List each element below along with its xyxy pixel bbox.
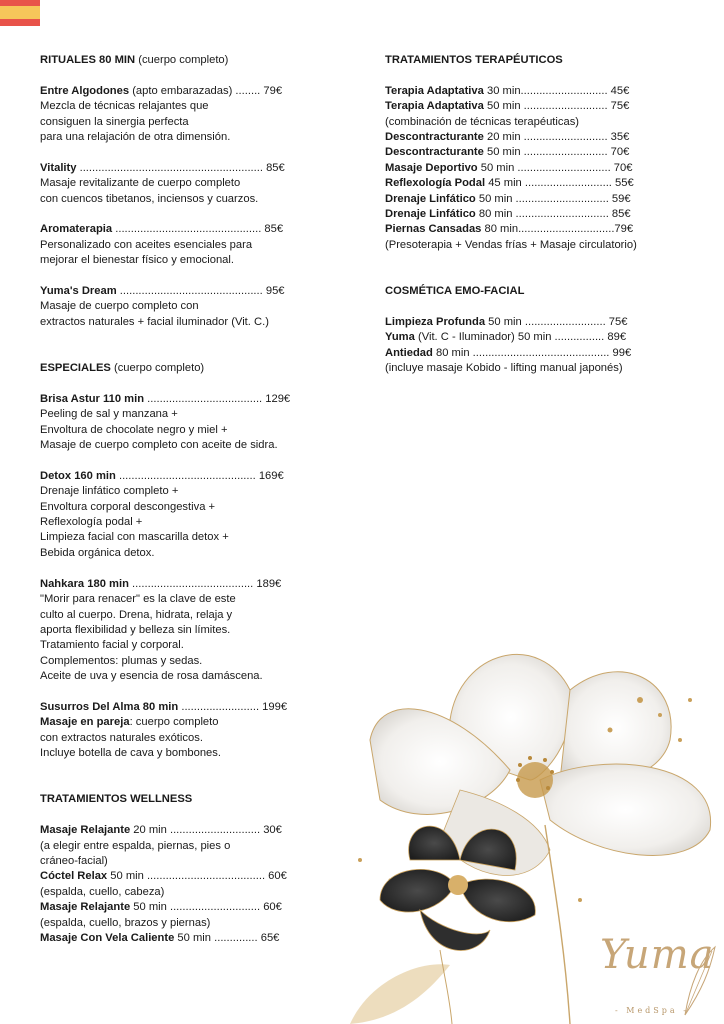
menu-list-wellness bbox=[40, 823, 302, 946]
menu-item: Susurros Del Alma 80 min ......................... 199€ Masaje en pareja: cuerpo completo con extractos naturales exóticos. Incluye botella de cava y bombones. bbox=[40, 700, 288, 760]
left-column bbox=[40, 53, 302, 946]
menu-item: Yuma's Dream .............................................. 95€ Masaje de cuerpo completo con extractos naturales + facial iluminador (Vit. C.) bbox=[40, 285, 285, 328]
list-item: Descontracturante 20 min ........................... 35€ bbox=[385, 131, 630, 144]
right-column bbox=[385, 53, 670, 376]
list-item: (a elegir entre espalda, piernas, pies o bbox=[40, 839, 231, 852]
list-item: Yuma (Vit. C - Iluminador) 50 min ................ 89€ bbox=[385, 331, 627, 344]
list-item: Reflexología Podal 45 min ............................ 55€ bbox=[385, 177, 634, 190]
list-item: Terapia Adaptativa 50 min ........................... 75€ bbox=[385, 100, 630, 113]
list-item: cráneo-facial) bbox=[40, 854, 108, 867]
list-item: Antiedad 80 min ............................................ 99€ bbox=[385, 346, 632, 359]
section-title-wellness: TRATAMIENTOS WELLNESS bbox=[40, 793, 193, 806]
brand-logo: Yuma bbox=[600, 932, 715, 978]
list-item: Drenaje Linfático 80 min .............................. 85€ bbox=[385, 208, 631, 221]
menu-item: Entre Algodones (apto embarazadas) ........ 79€ Mezcla de técnicas relajantes que consiguen la sinergia perfecta para una relajación de otra dimensión. bbox=[40, 84, 283, 144]
brand-tagline: - MedSpa - bbox=[615, 1006, 689, 1015]
list-item: Terapia Adaptativa 30 min............................ 45€ bbox=[385, 84, 630, 97]
list-item: Limpieza Profunda 50 min .......................... 75€ bbox=[385, 315, 628, 328]
list-item: Masaje Deportivo 50 min .............................. 70€ bbox=[385, 161, 633, 174]
section-title-terapeuticos: TRATAMIENTOS TERAPÉUTICOS bbox=[385, 54, 563, 66]
menu-item: Nahkara 180 min ....................................... 189€ "Morir para renacer" es la clave de este culto al cuerpo. Drena, hidrata, relaja y aporta flexibilidad y belleza sin límites. Tratamiento facial y corporal. Complementos: plumas y sedas. Aceite de uva y esencia de rosa damáscena. bbox=[40, 577, 282, 683]
spanish-flag-icon[interactable] bbox=[0, 0, 40, 26]
list-item: Masaje Relajante 20 min ............................. 30€ bbox=[40, 824, 282, 837]
section-title-especiales: ESPECIALES (cuerpo completo) bbox=[40, 362, 205, 375]
list-item: Masaje Con Vela Caliente 50 min .............. 65€ bbox=[40, 931, 280, 944]
list-item: (incluye masaje Kobido - lifting manual japonés) bbox=[385, 362, 623, 375]
list-item: Drenaje Linfático 50 min .............................. 59€ bbox=[385, 192, 631, 205]
menu-item: Detox 160 min ............................................ 169€ Drenaje linfático completo + Envoltura corporal descongestiva + Reflexología podal + Limpieza facial con mascarilla detox + Bebida orgánica detox. bbox=[40, 469, 284, 559]
menu-item: Aromaterapia ............................................... 85€ Personalizado con aceites esenciales para mejorar el bienestar físico y emocional. bbox=[40, 223, 284, 267]
menu-list-terapeuticos bbox=[385, 84, 670, 253]
menu-list-cosmetica bbox=[385, 315, 670, 377]
list-item: Descontracturante 50 min ........................... 70€ bbox=[385, 146, 630, 159]
list-item: (espalda, cuello, brazos y piernas) bbox=[40, 916, 211, 929]
menu-item: Vitality ........................................................... 85€ Masaje revitalizante de cuerpo completo con cuencos tibetanos, inciensos y cuarzos. bbox=[40, 161, 285, 205]
section-title-cosmetica: COSMÉTICA EMO-FACIAL bbox=[385, 285, 525, 298]
list-item: (Presoterapia + Vendas frías + Masaje circulatorio) bbox=[385, 238, 637, 251]
list-item: Masaje Relajante 50 min ............................. 60€ bbox=[40, 901, 282, 914]
menu-item: Brisa Astur 110 min ..................................... 129€ Peeling de sal y manzana + Envoltura de chocolate negro y miel + Masaje de cuerpo completo con aceite de sidra. bbox=[40, 392, 291, 452]
list-item: Cóctel Relax 50 min ...................................... 60€ bbox=[40, 870, 287, 883]
section-title-rituales: RITUALES 80 MIN (cuerpo completo) bbox=[40, 54, 229, 66]
list-item: (combinación de técnicas terapéuticas) bbox=[385, 115, 580, 128]
list-item: (espalda, cuello, cabeza) bbox=[40, 885, 165, 898]
list-item: Piernas Cansadas 80 min...............................79€ bbox=[385, 223, 634, 236]
